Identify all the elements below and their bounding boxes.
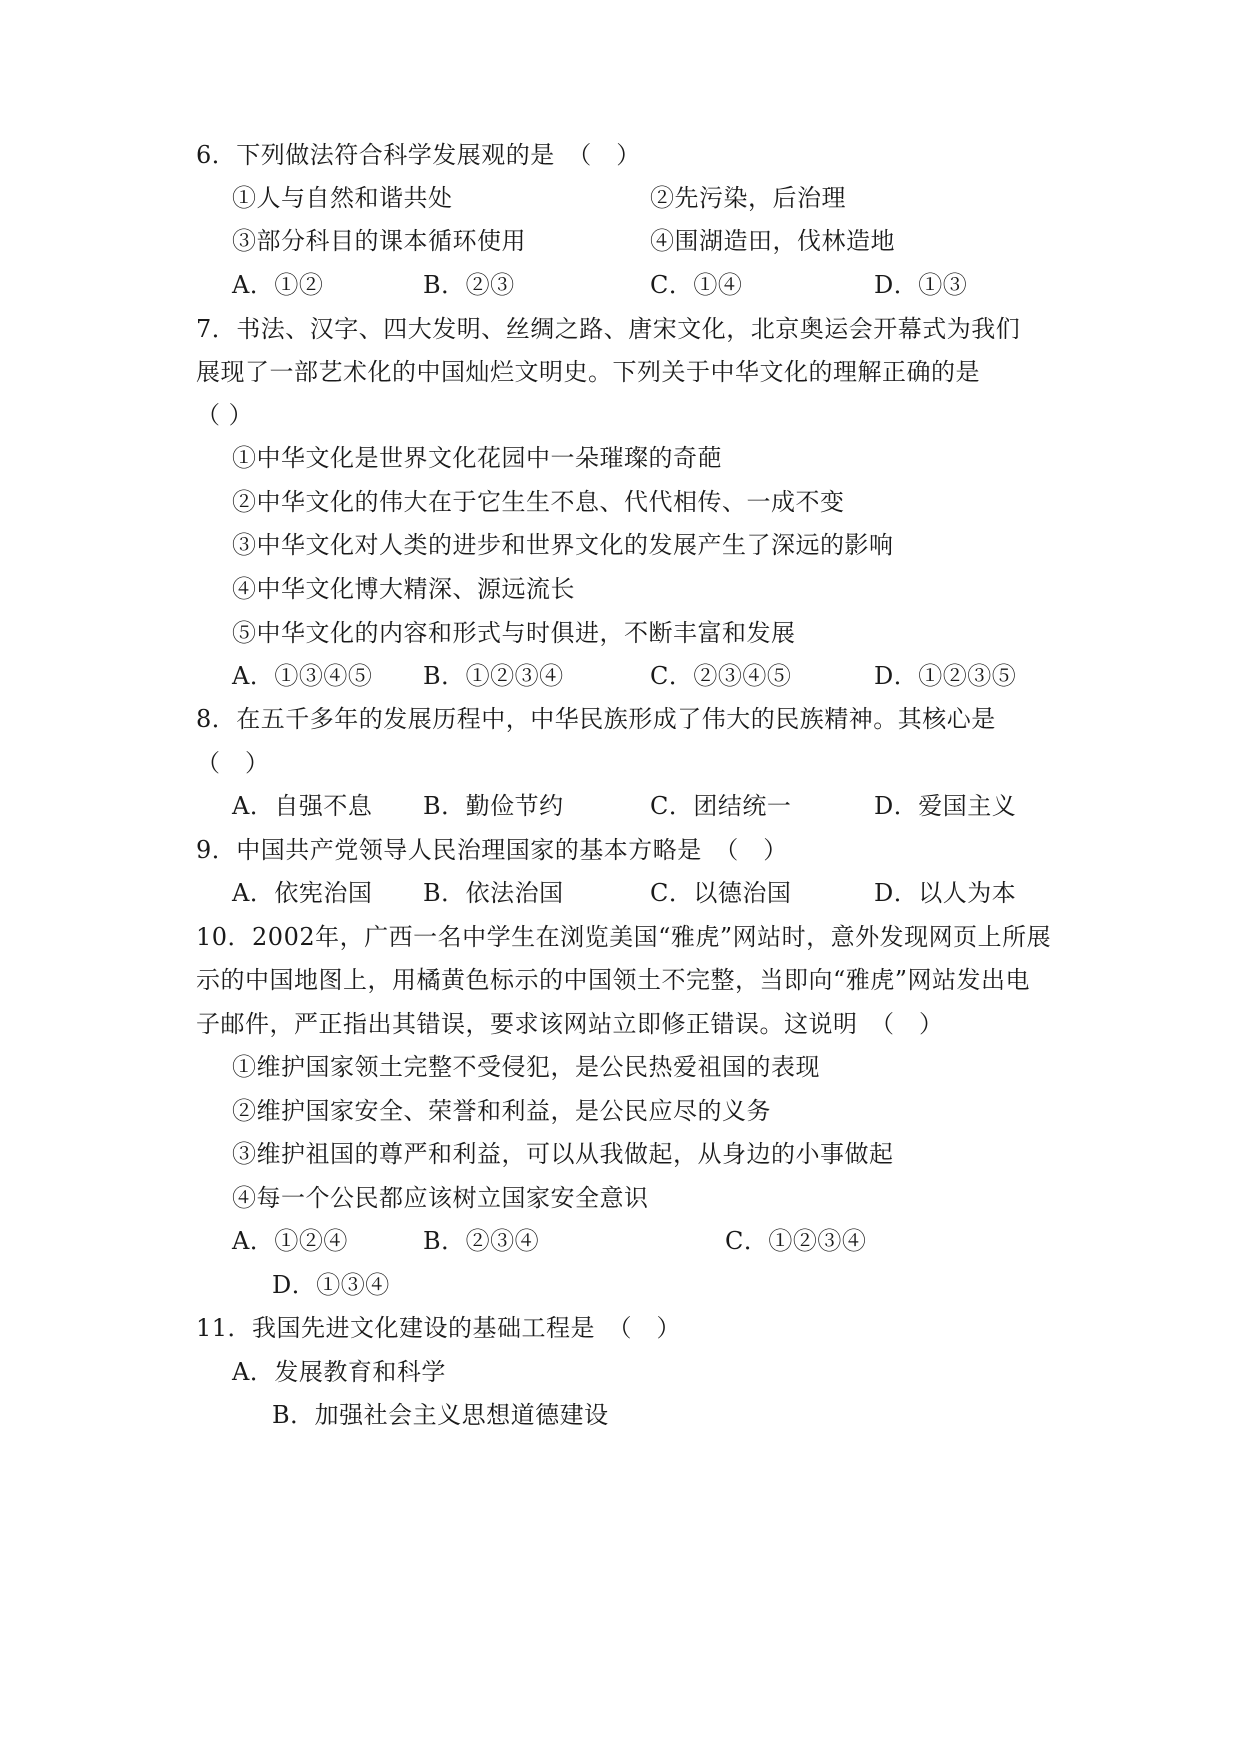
q7-option-d: D．①②③⑤ <box>874 662 1017 690</box>
q6-option-b: B．②③ <box>423 271 515 299</box>
q10-option-c: C．①②③④ <box>725 1227 867 1255</box>
q6-statement-1: ①人与自然和谐共处 <box>232 184 453 212</box>
question-7-answer-bracket: （ ） <box>196 401 254 429</box>
q6-statement-4: ④围湖造田，伐林造地 <box>650 227 895 255</box>
question-7-stem-line-2: 展现了一部艺术化的中国灿烂文明史。下列关于中华文化的理解正确的是 <box>196 358 980 386</box>
q7-statement-2: ②中华文化的伟大在于它生生不息、代代相传、一成不变 <box>232 488 845 516</box>
q11-option-b: B．加强社会主义思想道德建设 <box>272 1401 609 1429</box>
q10-statement-2: ②维护国家安全、荣誉和利益，是公民应尽的义务 <box>232 1097 771 1125</box>
q9-option-c: C．以德治国 <box>650 879 792 907</box>
q6-option-d: D．①③ <box>874 271 968 299</box>
q6-option-c: C．①④ <box>650 271 743 299</box>
q9-option-a: A．依宪治国 <box>232 879 373 907</box>
question-8-answer-bracket: （ ） <box>196 749 270 777</box>
q10-option-d: D．①③④ <box>272 1271 390 1299</box>
q8-option-d: D．爱国主义 <box>874 792 1017 820</box>
q6-statement-3: ③部分科目的课本循环使用 <box>232 227 526 255</box>
question-7-stem-line-1: 7．书法、汉字、四大发明、丝绸之路、唐宋文化，北京奥运会开幕式为我们 <box>196 315 1021 343</box>
question-10-stem-line-3: 子邮件，严正指出其错误，要求该网站立即修正错误。这说明 （ ） <box>196 1010 944 1038</box>
q7-statement-5: ⑤中华文化的内容和形式与时俱进，不断丰富和发展 <box>232 619 796 647</box>
question-11-stem: 11．我国先进文化建设的基础工程是 （ ） <box>196 1314 682 1342</box>
question-10-stem-line-1: 10．2002年，广西一名中学生在浏览美国“雅虎”网站时，意外发现网页上所展 <box>196 923 1052 951</box>
q11-option-a: A．发展教育和科学 <box>232 1358 446 1386</box>
q7-statement-3: ③中华文化对人类的进步和世界文化的发展产生了深远的影响 <box>232 531 894 559</box>
q6-option-a: A．①② <box>232 271 324 299</box>
q6-statement-2: ②先污染，后治理 <box>650 184 846 212</box>
q8-option-b: B．勤俭节约 <box>423 792 564 820</box>
q7-statement-4: ④中华文化博大精深、源远流长 <box>232 575 575 603</box>
q10-option-a: A．①②④ <box>232 1227 348 1255</box>
q10-option-b: B．②③④ <box>423 1227 540 1255</box>
q10-statement-4: ④每一个公民都应该树立国家安全意识 <box>232 1184 649 1212</box>
q8-option-c: C．团结统一 <box>650 792 792 820</box>
question-10-stem-line-2: 示的中国地图上，用橘黄色标示的中国领土不完整，当即向“雅虎”网站发出电 <box>196 966 1031 994</box>
q7-option-a: A．①③④⑤ <box>232 662 373 690</box>
q7-statement-1: ①中华文化是世界文化花园中一朵璀璨的奇葩 <box>232 444 722 472</box>
q10-statement-3: ③维护祖国的尊严和利益，可以从我做起，从身边的小事做起 <box>232 1140 894 1168</box>
question-6-stem: 6．下列做法符合科学发展观的是 （ ） <box>196 141 641 169</box>
q7-option-b: B．①②③④ <box>423 662 564 690</box>
q8-option-a: A．自强不息 <box>232 792 373 820</box>
q9-option-b: B．依法治国 <box>423 879 564 907</box>
q10-statement-1: ①维护国家领土完整不受侵犯，是公民热爱祖国的表现 <box>232 1053 820 1081</box>
q7-option-c: C．②③④⑤ <box>650 662 792 690</box>
question-8-stem: 8．在五千多年的发展历程中，中华民族形成了伟大的民族精神。其核心是 <box>196 705 996 733</box>
question-9-stem: 9．中国共产党领导人民治理国家的基本方略是 （ ） <box>196 836 788 864</box>
q9-option-d: D．以人为本 <box>874 879 1017 907</box>
